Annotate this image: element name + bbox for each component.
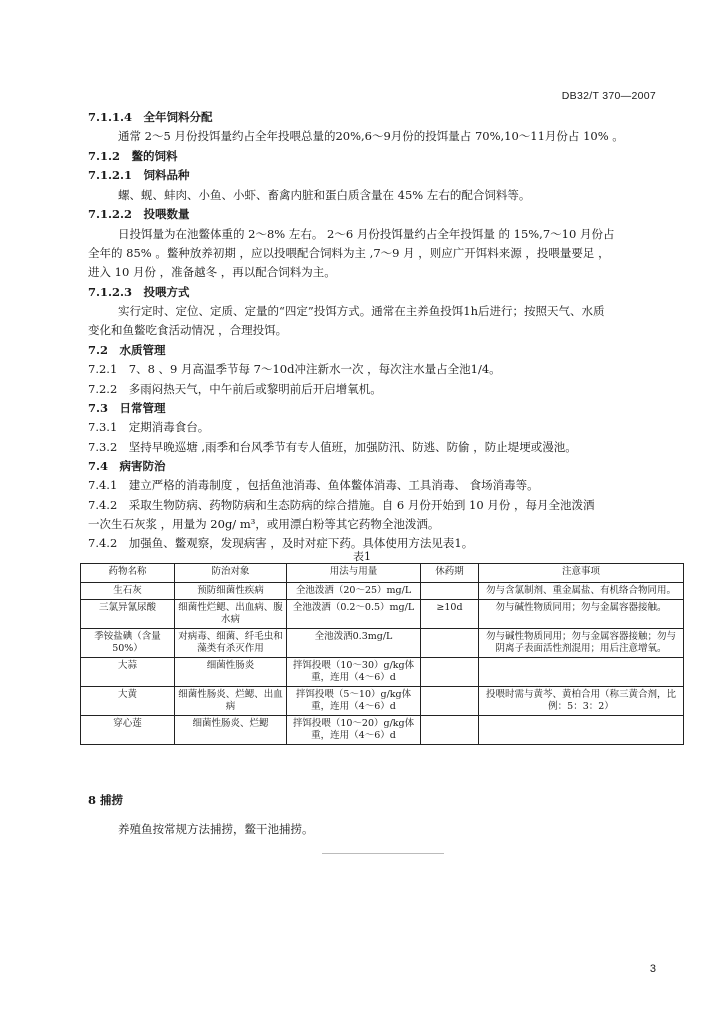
- table-row: [81, 687, 684, 716]
- table-cell: 拌饵投喂（10～20）g/kg体重，连用（4～6）d: [287, 716, 421, 745]
- col-header-drug: 药物名称: [81, 564, 175, 583]
- table-cell: 生石灰: [81, 583, 175, 600]
- section-heading: 7.1.2.3 投喂方式: [88, 285, 190, 299]
- paragraph-line: 实行定时、定位、定质、定量的“四定”投饵方式。通常在主养鱼投饵1h后进行；按照天气、水质: [118, 304, 605, 318]
- page-number: 3: [649, 963, 656, 975]
- table-cell: 拌饵投喂（10～30）g/kg体重，连用（4～6）d: [287, 658, 421, 687]
- table-cell: 全池泼洒（20～25）mg/L: [287, 583, 421, 600]
- section-heading: 7.1.1.4 全年饲料分配: [88, 110, 213, 124]
- paragraph-line: 7.3.1 定期消毒食台。: [88, 420, 210, 434]
- paragraph-line: 通常 2～5 月份投饵量约占全年投喂总量的20%,6～9月份的投饵量占 70%,10～11月份占 10% 。: [118, 129, 624, 143]
- table-row: [81, 629, 684, 658]
- table-cell: 勿与碱性物质同用；勿与金属容器接触；勿与阴离子表面活性剂混用；用后注意增氧。: [479, 629, 684, 658]
- table-cell: 季铵盐碘（含量50%）: [81, 629, 175, 658]
- table-cell: 拌饵投喂（5～10）g/kg体重，连用（4～6）d: [287, 687, 421, 716]
- table-cell: 全池泼洒0.3mg/L: [287, 629, 421, 658]
- col-header-notes: 注意事项: [479, 564, 684, 583]
- table-cell: 穿心莲: [81, 716, 175, 745]
- table-cell: ≥10d: [421, 600, 479, 629]
- table-cell: 细菌性肠炎: [175, 658, 287, 687]
- table-cell: 大蒜: [81, 658, 175, 687]
- paragraph-line: 7.4.1 建立严格的消毒制度 ，包括鱼池消毒、鱼体鳖体消毒、工具消毒、 食场消毒等。: [88, 478, 539, 492]
- table-header-row: [81, 564, 684, 583]
- table-cell: [421, 687, 479, 716]
- drug-table: [80, 563, 684, 745]
- section-8-body: 养殖鱼按常规方法捕捞，鳖干池捕捞。: [118, 822, 314, 836]
- col-header-usage: 用法与用量: [287, 564, 421, 583]
- paragraph-line: 全年的 85% 。鳖种放养初期 ，应以投喂配合饲料为主 ,7～9 月 ，则应广开饵料来源 ，投喂量要足 ，: [88, 246, 610, 260]
- table-caption: 表1: [353, 550, 371, 563]
- table-cell: 细菌性肠炎、烂鳃、出血病: [175, 687, 287, 716]
- col-header-target: 防治对象: [175, 564, 287, 583]
- table-cell: [479, 658, 684, 687]
- table-row: [81, 600, 684, 629]
- paragraph-line: 7.3.2 坚持早晚巡塘 ,雨季和台风季节有专人值班，加强防汛、防逃、防偷 ，防止堤埂或漫池。: [88, 440, 577, 454]
- paragraph-line: 7.4.2 采取生物防病、药物防病和生态防病的综合措施。自 6 月份开始到 10 月份 ，每月全池泼洒: [88, 498, 595, 512]
- section-heading: 7.1.2.1 饲料品种: [88, 168, 190, 182]
- section-heading: 7.1.2.2 投喂数量: [88, 207, 190, 221]
- table-cell: 大黄: [81, 687, 175, 716]
- table-cell: [421, 658, 479, 687]
- table-cell: 预防细菌性疾病: [175, 583, 287, 600]
- section-heading: 7.1.2 鳖的饲料: [88, 149, 178, 163]
- paragraph-line: 日投饵量为在池鳖体重的 2～8% 左右。 2～6 月份投饵量约占全年投饵量 的 15%,7～10 月份占: [118, 227, 615, 241]
- table-cell: 勿与含氯制剂、重金属盐、有机络合物同用。: [479, 583, 684, 600]
- table-cell: [479, 716, 684, 745]
- paragraph-line: 7.2.2 多雨闷热天气，中午前后或黎明前后开启增氧机。: [88, 382, 382, 396]
- table-cell: [421, 583, 479, 600]
- table-cell: 投喂时需与黄芩、黄柏合用（称三黄合剂，比例：5：3：2）: [479, 687, 684, 716]
- table-cell: [421, 716, 479, 745]
- table-cell: 对病毒、细菌、纤毛虫和藻类有杀灭作用: [175, 629, 287, 658]
- paragraph-line: 变化和鱼鳖吃食活动情况 ，合理投饵。: [88, 323, 288, 337]
- document-header: DB32/T 370—2007: [561, 90, 656, 102]
- section-heading: 7.2 水质管理: [88, 343, 166, 357]
- section-heading: 7.4 病害防治: [88, 459, 166, 473]
- col-header-withdrawal: 休药期: [421, 564, 479, 583]
- paragraph-line: 7.4.2 加强鱼、鳖观察，发现病害 ，及时对症下药。具体使用方法见表1。: [88, 536, 474, 550]
- table-cell: 细菌性烂鳃、出血病、腹水病: [175, 600, 287, 629]
- paragraph-line: 7.2.1 7、8 、9 月高温季节每 7～10d冲注新水一次 ，每次注水量占全池1/4。: [88, 362, 501, 376]
- table-row: [81, 658, 684, 687]
- table-cell: [421, 629, 479, 658]
- table-cell: 全池泼洒（0.2～0.5）mg/L: [287, 600, 421, 629]
- table-row: [81, 716, 684, 745]
- table-cell: 细菌性肠炎、烂鳃: [175, 716, 287, 745]
- table-cell: 三氯异氰尿酸: [81, 600, 175, 629]
- paragraph-line: 进入 10 月份 ，准备越冬 ，再以配合饲料为主。: [88, 265, 336, 279]
- section-8-title: 8 捕捞: [88, 793, 124, 807]
- paragraph-line: 一次生石灰浆 ，用量为 20g/ m³，或用漂白粉等其它药物全池泼洒。: [88, 517, 440, 531]
- table-row: [81, 583, 684, 600]
- section-heading: 7.3 日常管理: [88, 401, 166, 415]
- separator-line: [322, 853, 444, 854]
- table-cell: 勿与碱性物质同用；勿与金属容器接触。: [479, 600, 684, 629]
- paragraph-line: 螺、蚬、蚌肉、小鱼、小虾、畜禽内脏和蛋白质含量在 45% 左右的配合饲料等。: [118, 188, 531, 202]
